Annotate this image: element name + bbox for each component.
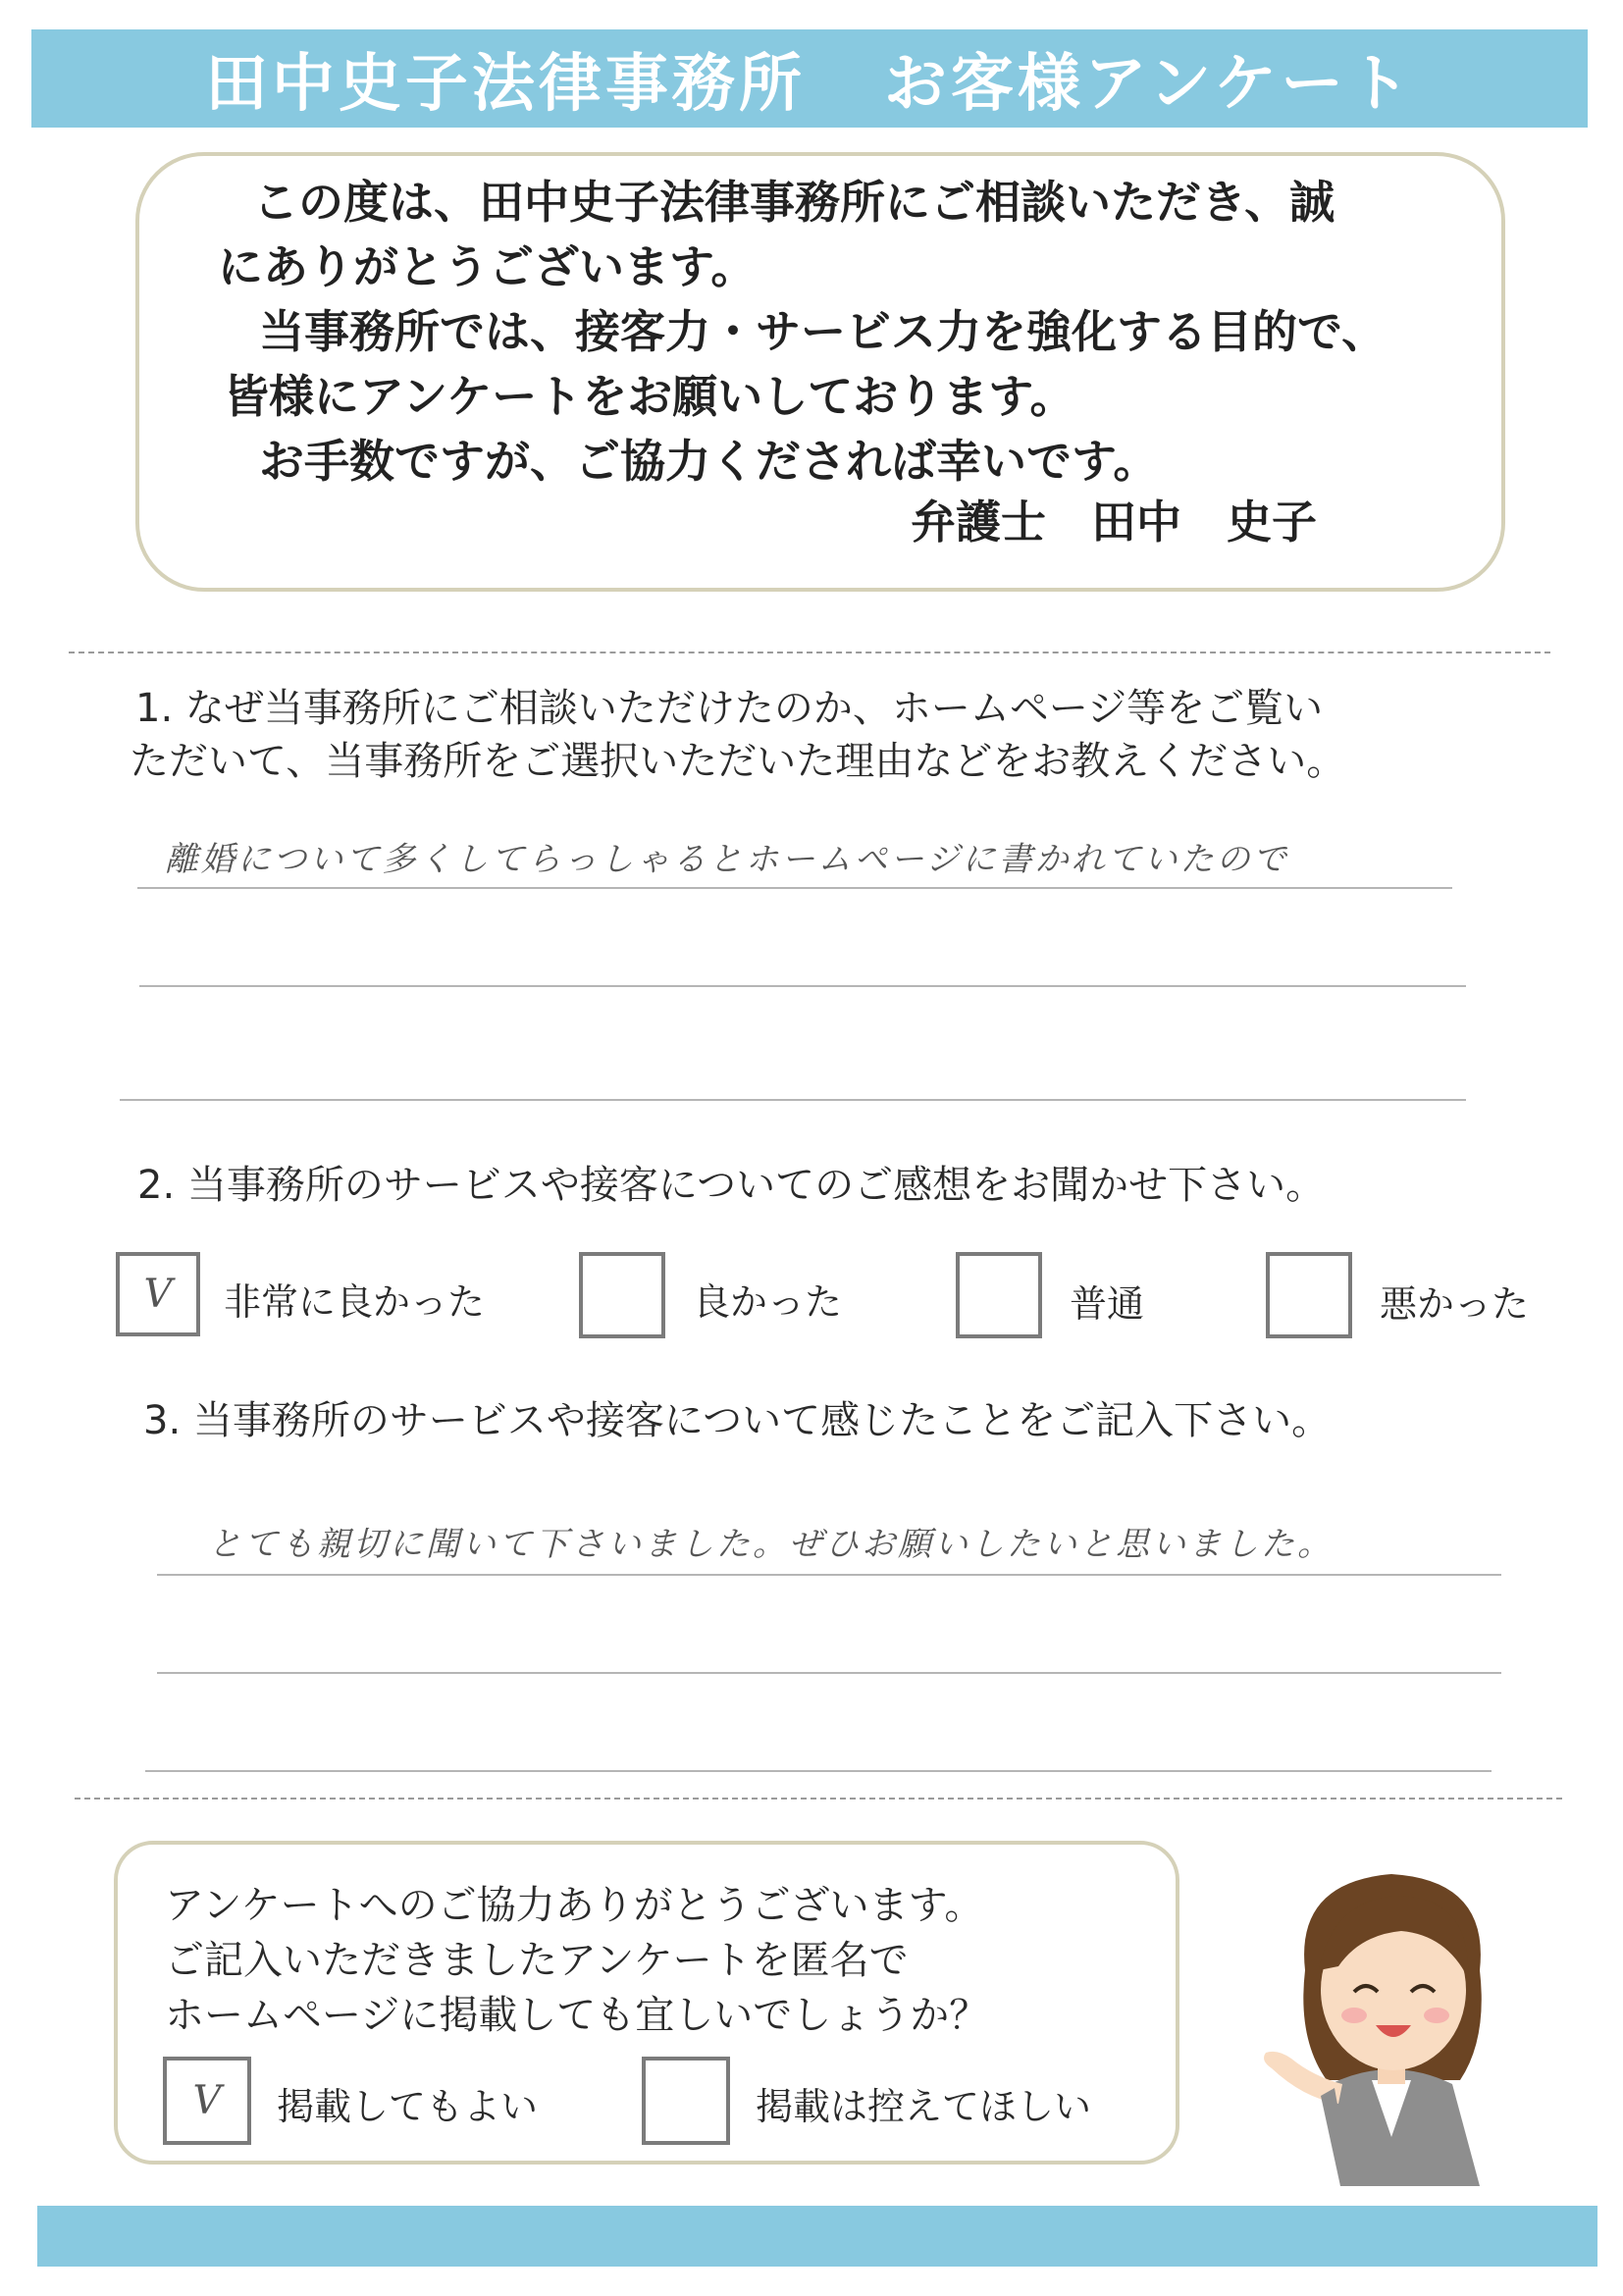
intro-line-4: 皆様にアンケートをお願いしております。 (224, 370, 1075, 423)
answer-3-rule-2 (157, 1672, 1501, 1674)
question-3-label: 3. 当事務所のサービスや接客について感じたことをご記入下さい。 (143, 1398, 1332, 1443)
publish-decline-checkbox[interactable] (642, 2057, 730, 2145)
footer-band (37, 2206, 1597, 2267)
answer-1-text: 離婚について多くしてらっしゃるとホームページに書かれていたので (165, 840, 1289, 879)
rating-bad-checkbox[interactable] (1266, 1252, 1352, 1338)
rating-good-checkbox[interactable] (579, 1252, 665, 1338)
rating-average-checkbox[interactable] (956, 1252, 1042, 1338)
consent-line-2: ご記入いただきましたアンケートを匿名で (165, 1938, 909, 1983)
header-band (31, 29, 1588, 128)
publish-ok-checkbox[interactable] (163, 2057, 251, 2145)
rating-very-good-checkbox[interactable] (116, 1252, 200, 1336)
answer-1-rule-3 (120, 1099, 1466, 1101)
rating-average-label: 普通 (1070, 1282, 1145, 1326)
check-mark-icon: V (192, 2078, 222, 2123)
answer-3-text: とても親切に聞いて下さいました。ぜひお願いしたいと思いました。 (208, 1525, 1334, 1564)
page-title-survey: お客様アンケート (883, 48, 1415, 121)
intro-signature: 弁護士 田中 史子 (911, 496, 1317, 548)
intro-line-2: にありがとうございます。 (218, 240, 757, 293)
answer-3-rule-3 (145, 1770, 1492, 1772)
publish-decline-label: 掲載は控えてほしい (756, 2085, 1092, 2128)
rating-bad-label: 悪かった (1380, 1282, 1530, 1326)
section-divider-bottom (75, 1798, 1562, 1800)
question-2-label: 2. 当事務所のサービスや接客についてのご感想をお聞かせ下さい。 (137, 1163, 1326, 1208)
intro-line-3: 当事務所では、接客力・サービス力を強化する目的で、 (259, 305, 1387, 358)
answer-1-rule-1 (137, 887, 1452, 889)
check-mark-icon: V (143, 1272, 173, 1317)
consent-line-3: ホームページに掲載しても宜しいでしょうか？ (165, 1993, 989, 2038)
page-title-office: 田中史子法律事務所 (204, 48, 806, 121)
answer-1-rule-2 (139, 985, 1466, 987)
intro-line-1: この度は、田中史子法律事務所にご相談いただき、誠 (253, 176, 1335, 229)
question-1-line-1: 1. なぜ当事務所にご相談いただけたのか、ホームページ等をご覧い (135, 686, 1324, 731)
section-divider-top (69, 652, 1550, 653)
question-1-line-2: ただいて、当事務所をご選択いただいた理由などをお教えください。 (130, 739, 1346, 784)
consent-line-1: アンケートへのご協力ありがとうございます。 (165, 1883, 984, 1928)
intro-line-5: お手数ですが、ご協力くだされば幸いです。 (259, 435, 1159, 488)
publish-ok-label: 掲載してもよい (277, 2085, 539, 2128)
rating-very-good-label: 非常に良かった (224, 1280, 486, 1324)
page-title (31, 29, 1588, 128)
rating-good-label: 良かった (693, 1280, 843, 1324)
lawyer-illustration (1244, 1852, 1539, 2186)
answer-3-rule-1 (157, 1574, 1501, 1576)
